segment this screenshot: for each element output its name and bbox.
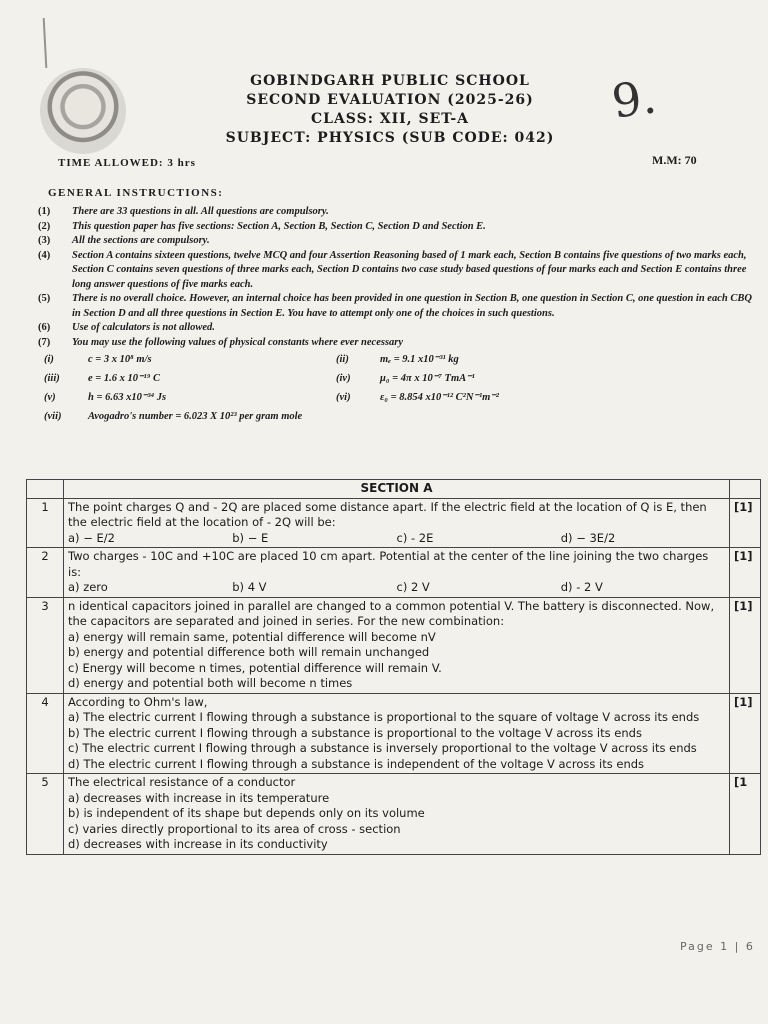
instructions-list: [38, 205, 758, 350]
instruction-text: All the sections are compulsory.: [72, 235, 210, 246]
handwritten-mark: 9.: [608, 69, 660, 129]
question-row: [27, 597, 761, 693]
option-line: b) energy and potential difference both will remain unchanged: [68, 645, 430, 659]
question-marks: [1]: [730, 498, 761, 548]
question-marks: [1]: [730, 597, 761, 693]
constants-list: [44, 350, 604, 426]
school-logo: [40, 68, 126, 154]
constant-value: c = 3 x 10⁸ m/s: [88, 354, 152, 365]
instruction-text: Use of calculators is not allowed.: [72, 322, 215, 333]
option-line: b) is independent of its shape but depends only on its volume: [68, 806, 425, 820]
question-marks: [1]: [730, 548, 761, 598]
option: a) − E/2: [68, 530, 115, 545]
option: c) 2 V: [396, 580, 430, 594]
paper-header: [200, 72, 580, 148]
question-number: 2: [27, 548, 64, 598]
instruction-item: [38, 292, 758, 321]
constant-label: (vi): [336, 392, 351, 403]
question-row: [27, 693, 761, 774]
pen-mark: [43, 18, 48, 68]
question-number: 4: [27, 693, 64, 774]
subject-line: SUBJECT: PHYSICS (SUB CODE: 042): [225, 130, 555, 146]
question-text: Two charges - 10C and +10C are placed 10 cm apart. Potential at the center of the line joining the two charges is:: [68, 549, 709, 579]
option: d) - 2 V: [560, 580, 603, 594]
question-body: [64, 498, 730, 548]
instruction-number: (5): [38, 293, 51, 304]
option-line: b) The electric current I flowing through a substance is proportional to the voltage V across its ends: [68, 725, 642, 740]
options-row: [68, 580, 725, 596]
section-title: SECTION A: [64, 480, 730, 499]
option-line: a) energy will remain same, potential difference will become nV: [68, 629, 436, 644]
constant-value: Avogadro's number = 6.023 X 10²³ per gram mole: [88, 411, 303, 422]
instruction-number: (2): [38, 220, 51, 232]
option-line: c) varies directly proportional to its area of cross - section: [68, 821, 401, 836]
constant-label: (iv): [336, 373, 351, 384]
empty-cell: [27, 480, 64, 499]
instruction-text: Section A contains sixteen questions, twelve MCQ and four Assertion Reasoning based of 1 mark each, Section B contains five questions of two marks each, Section C contains seven questions of three marks each, Section D contains two case study based questions of four marks each and Section E contains three long answer questions of five marks each.: [72, 249, 747, 290]
constant-label: (v): [44, 392, 56, 403]
instruction-number: (3): [38, 235, 51, 246]
question-number: 5: [27, 774, 64, 855]
instruction-text: This question paper has five sections: Section A, Section B, Section C, Section D and Section E.: [72, 220, 486, 232]
constant-label: (ii): [336, 354, 349, 365]
page-number: Page 1 | 6: [680, 940, 755, 953]
question-text: The electrical resistance of a conductor: [68, 775, 296, 789]
options-row: [68, 531, 725, 547]
exam-name: SECOND EVALUATION (2025-26): [246, 92, 534, 108]
option: b) − E: [232, 530, 269, 545]
question-body: [64, 548, 730, 598]
instruction-text: You may use the following values of physical constants where ever necessary: [72, 336, 404, 348]
constant-row: [44, 369, 604, 388]
option: a) zero: [68, 580, 108, 594]
instruction-number: (4): [38, 249, 51, 261]
instruction-number: (7): [38, 336, 51, 348]
constant-row: [44, 407, 604, 426]
constant-row: [44, 388, 604, 407]
constant-value: e = 1.6 x 10⁻¹⁹ C: [88, 373, 160, 384]
option-line: d) The electric current I flowing through a substance is independent of the voltage V across its ends: [68, 756, 645, 771]
question-number: 3: [27, 597, 64, 693]
question-text: According to Ohm's law,: [68, 694, 208, 709]
option-line: d) energy and potential both will become n times: [68, 676, 353, 690]
instruction-item: [38, 220, 758, 235]
constant-value: μ₀ = 4π x 10⁻⁷ TmA⁻¹: [380, 373, 475, 384]
instruction-item: [38, 205, 758, 220]
question-body: [64, 774, 730, 855]
option-line: c) Energy will become n times, potential difference will remain V.: [68, 660, 442, 675]
option: d) − 3E/2: [560, 530, 616, 545]
constant-row: [44, 350, 604, 369]
instruction-text: There is no overall choice. However, an internal choice has been provided in one question in Section B, one question in Section C, one question in each CBQ in Section D and all three questions in Section E. You have to attempt only one of the choices in such questions.: [72, 293, 752, 319]
option-line: c) The electric current I flowing through a substance is inversely proportional to the voltage V across its ends: [68, 741, 697, 755]
question-row: [27, 774, 761, 855]
instruction-item: [38, 234, 758, 249]
instruction-number: (1): [38, 206, 51, 217]
option: b) 4 V: [232, 580, 267, 594]
instructions-title: GENERAL INSTRUCTIONS:: [48, 187, 224, 199]
instruction-text: There are 33 questions in all. All questions are compulsory.: [72, 206, 329, 217]
question-body: [64, 597, 730, 693]
constant-value: ε₀ = 8.854 x10⁻¹² C²N⁻¹m⁻²: [380, 392, 499, 403]
option-line: d) decreases with increase in its conductivity: [68, 837, 328, 851]
instruction-item: [38, 249, 758, 293]
class-set: CLASS: XII, SET-A: [310, 111, 470, 127]
question-marks: [1]: [730, 693, 761, 774]
constant-label: [336, 407, 380, 426]
question-row: [27, 498, 761, 548]
time-allowed: TIME ALLOWED: 3 hrs: [58, 157, 196, 169]
option: c) - 2E: [396, 530, 434, 545]
instruction-item: [38, 336, 758, 351]
section-header-row: [27, 480, 761, 499]
constant-value: h = 6.63 x10⁻³⁴ Js: [88, 392, 167, 403]
instruction-number: (6): [38, 322, 51, 333]
constant-label: (i): [44, 354, 54, 365]
question-text: n identical capacitors joined in parallel are changed to a common potential V. The battery is disconnected. Now, the capacitors are separated and joined in series. For the new combination:: [68, 598, 715, 628]
questions-table: [26, 479, 761, 855]
question-text: The point charges Q and - 2Q are placed some distance apart. If the electric field at the location of Q is E, then the electric field at the location of - 2Q will be:: [68, 499, 707, 529]
question-row: [27, 548, 761, 598]
question-marks: [1: [730, 774, 761, 855]
option-line: a) The electric current I flowing through a substance is proportional to the square of voltage V across its ends: [68, 710, 700, 724]
question-number: 1: [27, 498, 64, 548]
school-name: GOBINDGARH PUBLIC SCHOOL: [250, 73, 530, 89]
option-line: a) decreases with increase in its temperature: [68, 790, 330, 805]
constant-value: mₑ = 9.1 x10⁻³¹ kg: [380, 354, 459, 365]
instruction-item: [38, 321, 758, 336]
constant-label: (vii): [44, 411, 62, 422]
question-body: [64, 693, 730, 774]
empty-cell: [730, 480, 761, 499]
constant-label: (iii): [44, 373, 60, 384]
max-marks: M.M: 70: [652, 153, 697, 167]
